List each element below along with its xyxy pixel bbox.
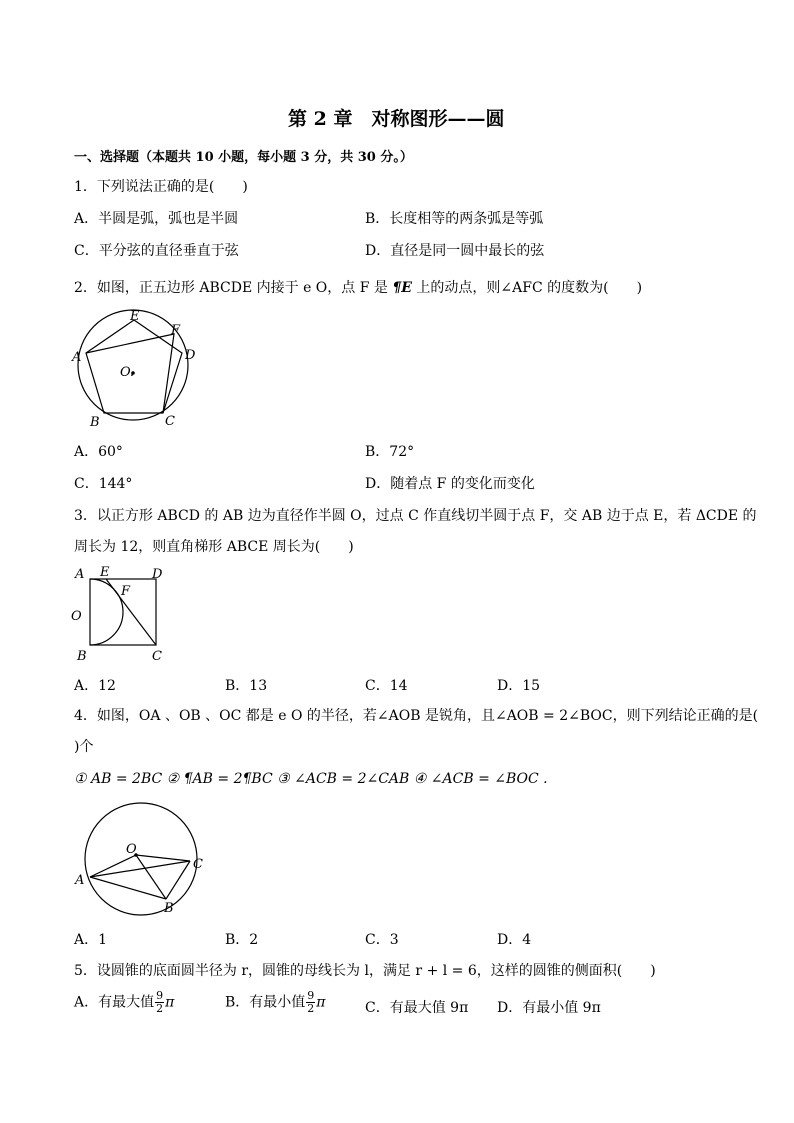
label-e: E (100, 565, 110, 580)
q4-option-c: C．3 (365, 932, 399, 948)
section-heading: 一、选择题（本题共 10 小题，每小题 3 分，共 30 分。） (74, 150, 413, 165)
q5-option-d: D．有最小值 9π (497, 1000, 601, 1016)
q3-option-d: D．15 (497, 678, 541, 694)
q5-option-a-label: A．有最大值 (74, 994, 155, 1011)
q3-option-a: A．12 (74, 678, 116, 694)
q3-option-c: C．14 (365, 678, 408, 694)
q1-option-a: A．半圆是弧，弧也是半圆 (74, 211, 239, 227)
q3-stem-line-2: 周长为 12，则直角梯形 ABCE 周长为( ) (74, 539, 354, 555)
q2-stem-part-a: 2．如图，正五边形 ABCDE 内接于 e O，点 F 是 (74, 280, 388, 296)
q1-stem: 1．下列说法正确的是( ) (74, 179, 248, 195)
label-e: E (130, 309, 140, 324)
label-b: B (77, 649, 87, 664)
label-o: O (126, 842, 137, 857)
q3-figure-square-semicircle (66, 562, 176, 668)
q3-option-b: B．13 (225, 678, 268, 694)
q3-stem-line-1: 3．以正方形 ABCD 的 AB 边为直径作半圆 O，过点 C 作直线切半圆于点 F，交 AB 边于点 E，若 ΔCDE 的 (74, 508, 757, 524)
label-c: C (165, 414, 175, 429)
q1-option-d: D．直径是同一圆中最长的弦 (365, 243, 545, 259)
q2-option-a: A．60° (74, 444, 123, 460)
q4-statements: ① AB = 2BC ② ¶AB = 2¶BC ③ ∠ACB = 2∠CAB ④ ∠ACB = ∠BOC . (74, 771, 548, 787)
label-d: D (152, 567, 163, 582)
fraction: $\frac{9}{2}$ (307, 989, 315, 1015)
label-b: B (90, 415, 100, 430)
q1-option-c: C．平分弦的直径垂直于弦 (74, 243, 239, 259)
label-b: B (164, 901, 174, 916)
q1-option-b: B．长度相等的两条弧是等弧 (365, 211, 544, 227)
q4-option-b: B．2 (225, 932, 259, 948)
q4-stem-line-2: )个 (74, 739, 94, 755)
q2-stem-part-b: 上的动点，则∠AFC 的度数为( ) (416, 280, 643, 296)
q5-stem: 5．设圆锥的底面圆半径为 r，圆锥的母线长为 l，满足 r + l = 6，这样的圆锥的侧面积( ) (74, 963, 656, 979)
label-c: C (152, 649, 162, 664)
q5-option-b: B．有最小值 $\frac{9}{2}$ π (225, 989, 326, 1015)
fraction: $\frac{9}{2}$ (156, 989, 164, 1015)
label-o: O. (120, 365, 135, 380)
q5-option-a: A．有最大值 $\frac{9}{2}$ π (74, 989, 175, 1015)
label-a: A (75, 567, 85, 582)
arc-glyph: ¶E (392, 280, 412, 296)
q2-option-b: B．72° (365, 444, 415, 460)
label-c: C (193, 857, 203, 872)
q4-figure-circle-radii (70, 800, 220, 920)
q4-option-a: A．1 (74, 932, 108, 948)
label-a: A (72, 350, 82, 365)
label-f: F (121, 584, 131, 599)
q2-option-c: C．144° (74, 476, 133, 492)
label-o: O (71, 609, 82, 624)
q4-stem-line-1: 4．如图，OA 、OB 、OC 都是 e O 的半径，若∠AOB 是锐角，且∠AOB = 2∠BOC，则下列结论正确的是( (74, 708, 759, 724)
label-f: F (171, 323, 181, 338)
q2-stem (74, 277, 642, 297)
q5-option-c: C．有最大值 9π (365, 1000, 469, 1016)
q4-option-d: D．4 (497, 932, 532, 948)
q2-figure-pentagon-in-circle (68, 306, 208, 432)
label-a: A (75, 873, 85, 888)
label-d: D (185, 348, 196, 363)
page-title: 第 2 章 对称图形——圆 (288, 108, 505, 130)
q5-option-b-label: B．有最小值 (225, 994, 306, 1011)
q2-option-d: D．随着点 F 的变化而变化 (365, 476, 535, 492)
